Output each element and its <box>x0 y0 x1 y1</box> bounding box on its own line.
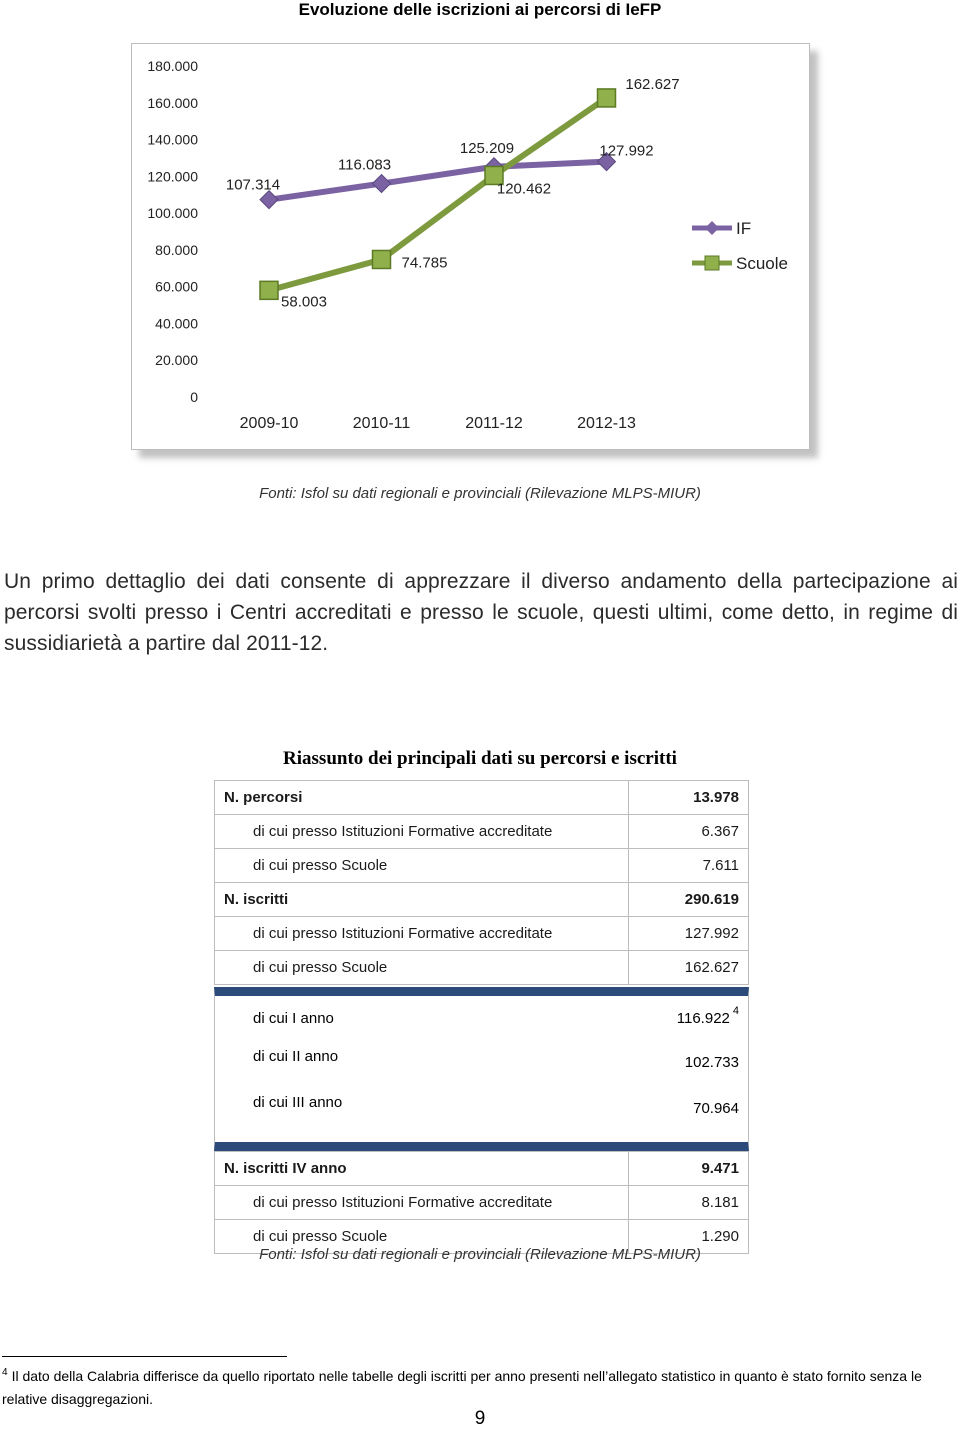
footnote <box>2 1366 960 1410</box>
data-label: 107.314 <box>225 176 281 194</box>
data-point-marker <box>373 250 391 268</box>
y-tick-label: 100.000 <box>147 205 198 222</box>
y-tick-label: 120.000 <box>147 168 198 185</box>
table-row <box>214 1186 749 1220</box>
row-label: N. iscritti IV anno <box>224 1160 347 1177</box>
series-line-if <box>269 162 607 200</box>
row-value: 8.181 <box>701 1194 739 1211</box>
row-label: N. percorsi <box>224 789 303 806</box>
year-breakdown <box>214 987 749 1151</box>
year-value: 116.922 $^4$ <box>676 1005 739 1027</box>
table-title: Riassunto dei principali dati su percorsi e iscritti <box>283 748 677 769</box>
row-label: N. iscritti <box>224 891 289 908</box>
y-tick-label: 140.000 <box>147 131 198 148</box>
table-row-iv-anno <box>214 1151 749 1186</box>
row-label: di cui presso Scuole <box>253 959 388 976</box>
year-label: di cui III anno <box>253 1094 343 1111</box>
table-source: Fonti: Isfol su dati regionali e provinciali (Rilevazione MLPS-MIUR) <box>259 1246 701 1263</box>
page-number: 9 <box>474 1408 486 1429</box>
x-tick-label: 2011-12 <box>465 415 523 432</box>
table-row <box>214 951 749 985</box>
data-label: 74.785 <box>401 254 448 272</box>
row-value: 7.611 <box>702 857 739 874</box>
data-label: 125.209 <box>459 139 515 157</box>
legend-marker <box>705 256 719 270</box>
year-label: di cui II anno <box>253 1048 339 1065</box>
footnote-rule <box>2 1356 287 1357</box>
summary-table <box>214 780 749 1254</box>
row-value: 13.978 <box>693 789 739 806</box>
data-point-marker <box>373 175 391 193</box>
legend-marker <box>705 221 719 235</box>
row-value: 6.367 <box>701 823 739 840</box>
row-label: di cui presso Scuole <box>253 857 388 874</box>
row-value: 290.619 <box>684 891 739 908</box>
table-row <box>214 849 749 883</box>
chart-source: Fonti: Isfol su dati regionali e provinciali (Rilevazione MLPS-MIUR) <box>259 485 701 502</box>
y-tick-label: 60.000 <box>155 278 198 295</box>
row-value: 9.471 <box>701 1160 739 1177</box>
data-label: 58.003 <box>281 293 327 311</box>
chart-title: Evoluzione delle iscrizioni ai percorsi di IeFP <box>298 0 662 19</box>
legend-label: Scuole <box>736 254 788 273</box>
row-label: di cui presso Scuole <box>253 1228 388 1245</box>
table-row-percorsi <box>214 780 749 815</box>
year-value: 102.733 <box>684 1054 739 1071</box>
footnote-ref: 4 <box>732 1005 739 1017</box>
y-tick-label: 80.000 <box>155 241 198 258</box>
table-row-iscritti <box>214 883 749 917</box>
year-label: di cui I anno <box>253 1010 334 1027</box>
row-value: 162.627 <box>684 959 739 976</box>
year-value: 70.964 <box>693 1100 739 1117</box>
y-tick-label: 160.000 <box>147 94 198 111</box>
x-tick-label: 2009-10 <box>239 415 299 432</box>
row-label: di cui presso Istituzioni Formative accreditate <box>253 823 553 840</box>
data-label: 127.992 <box>599 142 654 160</box>
row-label: di cui presso Istituzioni Formative accreditate <box>253 925 553 942</box>
data-label: 162.627 <box>625 75 680 93</box>
body-paragraph: Un primo dettaglio dei dati consente di apprezzare il diverso andamento della partecipazione ai percorsi svolti presso i Centri accreditati e presso le scuole, questi ultimi, come detto, in regime di sussidiarietà a partire dal 2011-12. <box>4 570 958 655</box>
data-label: 116.083 <box>337 156 392 174</box>
chart-canvas <box>132 44 809 449</box>
y-tick-label: 180.000 <box>147 58 198 74</box>
y-tick-label: 40.000 <box>155 315 198 332</box>
data-point-marker <box>598 89 616 107</box>
row-label: di cui presso Istituzioni Formative accreditate <box>253 1194 553 1211</box>
table-row <box>214 917 749 951</box>
data-label: 120.462 <box>496 180 552 198</box>
footnote-text: Il dato della Calabria differisce da quello riportato nelle tabelle degli iscritti per anno presenti nell’allegato statistico in quanto è stato fornito senza le relative disaggregazioni. <box>2 1368 922 1407</box>
y-tick-label: 0 <box>190 389 198 405</box>
line-chart <box>131 43 810 450</box>
row-value: 1.290 <box>701 1228 739 1245</box>
data-point-marker <box>260 281 278 299</box>
x-tick-label: 2012-13 <box>577 415 636 432</box>
legend-label: IF <box>736 219 752 238</box>
y-tick-label: 20.000 <box>155 352 198 369</box>
footnote-mark: 4 <box>2 1367 8 1378</box>
table-row <box>214 815 749 849</box>
row-value: 127.992 <box>684 925 739 942</box>
x-tick-label: 2010-11 <box>352 415 411 432</box>
